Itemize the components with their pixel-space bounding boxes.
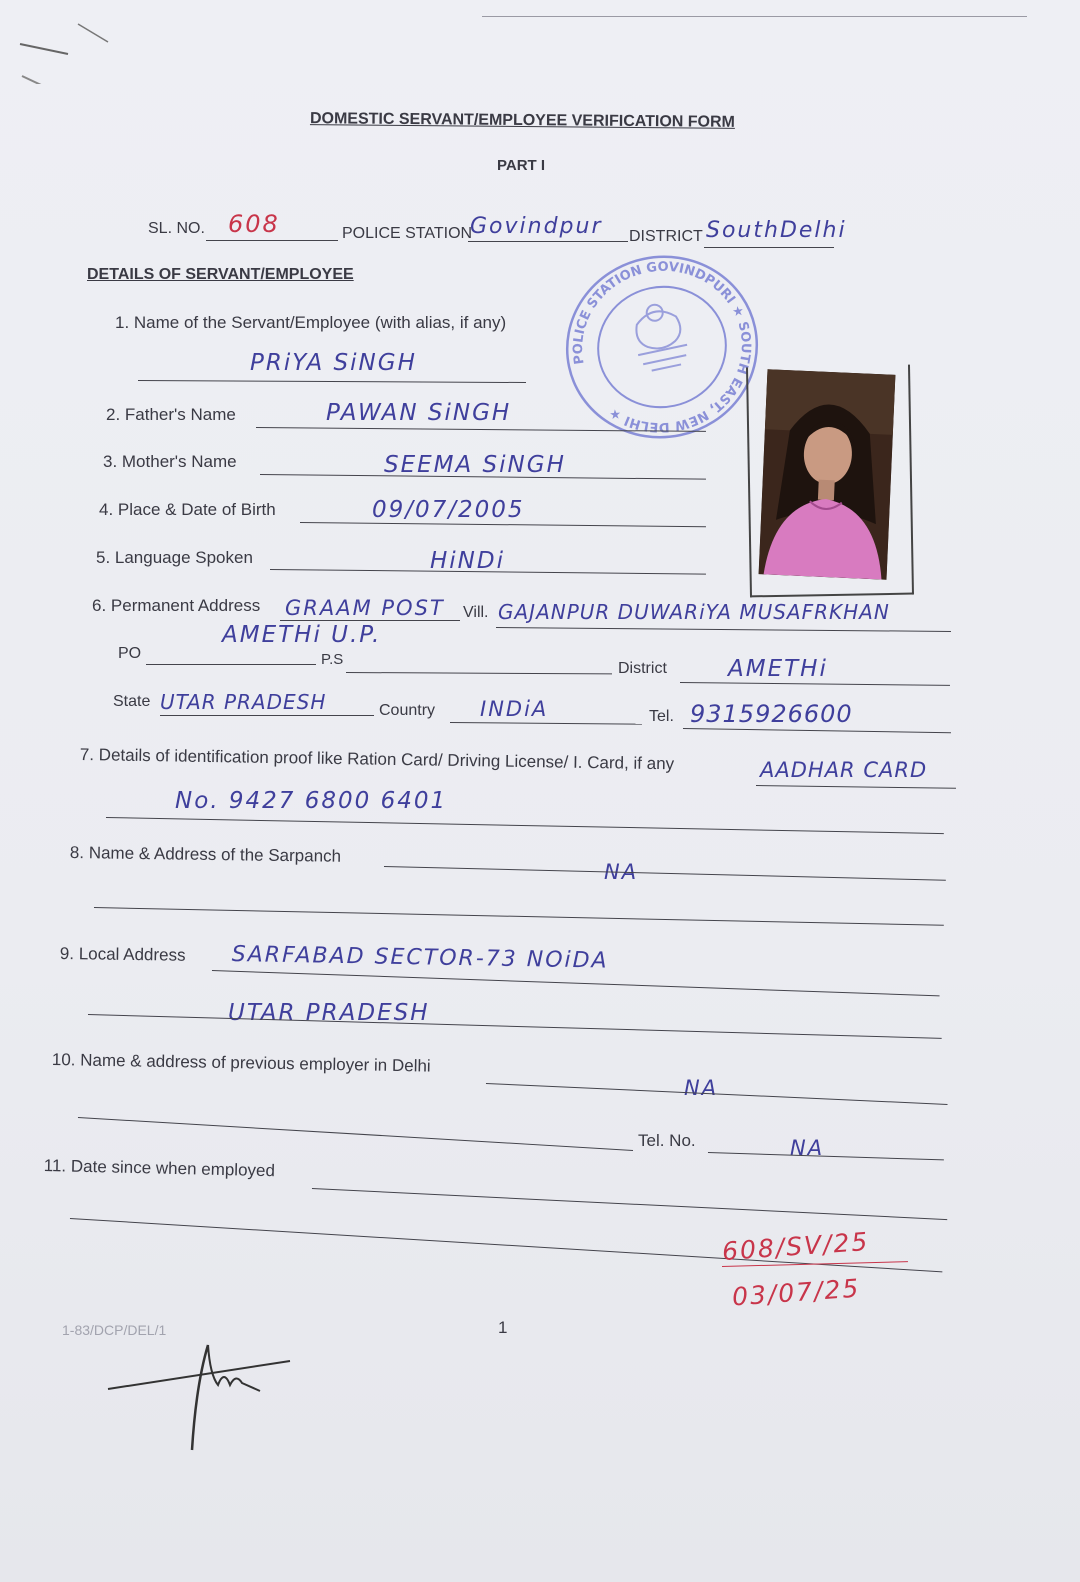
q9-line2 xyxy=(88,1014,942,1039)
state-label: State xyxy=(113,693,151,710)
tel-no-label: Tel. No. xyxy=(638,1131,696,1150)
district-field-line xyxy=(680,682,950,686)
reference-number: 608/SV/25 xyxy=(721,1226,871,1267)
police-station-line xyxy=(468,241,628,242)
district-line xyxy=(704,247,834,248)
q6-label: 6. Permanent Address xyxy=(92,596,261,615)
q2-label: 2. Father's Name xyxy=(106,405,236,424)
tel-value: 9315926600 xyxy=(690,700,853,728)
q6-line xyxy=(280,620,460,621)
q10-label: 10. Name & address of previous employer in Delhi xyxy=(51,1050,431,1076)
q1-line xyxy=(138,380,526,383)
q7-line xyxy=(756,785,956,789)
address-line2: AMETHi U.P. xyxy=(222,622,382,648)
q5-value: HiNDi xyxy=(430,548,505,574)
q9-line xyxy=(212,970,940,996)
q4-value: 09/07/2005 xyxy=(372,497,525,523)
q10-line2 xyxy=(78,1117,633,1151)
police-station-stamp xyxy=(562,250,762,445)
corner-pen-marks xyxy=(8,14,118,84)
tel-no-line xyxy=(708,1152,944,1160)
form-code: 1-83/DCP/DEL/1 xyxy=(62,1322,167,1338)
vill-value: GAJANPUR DUWARiYA MUSAFRKHAN xyxy=(498,600,890,624)
vill-line xyxy=(496,627,951,632)
q7-value2: No. 9427 6800 6401 xyxy=(175,788,448,814)
signature xyxy=(100,1325,310,1455)
q7-label: 7. Details of identification proof like Ration Card/ Driving License/ I. Card, if any xyxy=(79,745,675,774)
country-label: Country xyxy=(379,702,436,719)
ps-label: P.S xyxy=(321,651,344,668)
q6-value: GRAAM POST xyxy=(285,596,445,620)
q1-label: 1. Name of the Servant/Employee (with alias, if any) xyxy=(115,313,507,332)
employee-photo xyxy=(759,369,896,579)
state-value: UTAR PRADESH xyxy=(160,690,327,714)
tel-line xyxy=(683,728,951,733)
q9-label: 9. Local Address xyxy=(59,944,186,965)
sl-no-line xyxy=(206,240,338,241)
country-line xyxy=(450,722,642,725)
ps-line xyxy=(346,672,612,674)
section-heading: DETAILS OF SERVANT/EMPLOYEE xyxy=(87,266,354,283)
tel-no-value: NA xyxy=(790,1136,825,1160)
vill-label: Vill. xyxy=(463,604,489,621)
q11-line xyxy=(312,1188,947,1220)
q7-line2 xyxy=(106,817,944,834)
q8-value: NA xyxy=(604,860,639,884)
q3-value: SEEMA SiNGH xyxy=(384,452,566,478)
part-label: PART I xyxy=(497,157,546,174)
q8-line xyxy=(384,866,946,881)
q11-label: 11. Date since when employed xyxy=(43,1156,276,1181)
police-station-value: Govindpur xyxy=(470,214,603,239)
q7-value: AADHAR CARD xyxy=(760,758,928,782)
po-line xyxy=(146,664,316,665)
po-label: PO xyxy=(118,645,142,662)
sl-no-label: SL. NO. xyxy=(148,220,205,237)
q1-value: PRiYA SiNGH xyxy=(250,350,417,376)
police-station-label: POLICE STATION xyxy=(342,225,473,242)
district-value: SouthDelhi xyxy=(706,218,847,243)
sl-no-value: 608 xyxy=(228,210,280,238)
page-number: 1 xyxy=(498,1318,508,1337)
district-label: DISTRICT xyxy=(629,228,703,245)
district-field-value: AMETHi xyxy=(728,656,828,682)
q4-label: 4. Place & Date of Birth xyxy=(99,500,276,519)
q8-label: 8. Name & Address of the Sarpanch xyxy=(69,843,342,866)
q2-value: PAWAN SiNGH xyxy=(326,400,512,426)
tel-label: Tel. xyxy=(649,708,674,725)
q5-label: 5. Language Spoken xyxy=(96,548,253,567)
country-value: INDiA xyxy=(480,697,549,721)
q3-label: 3. Mother's Name xyxy=(103,452,237,471)
q9-value2: UTAR PRADESH xyxy=(228,1000,430,1026)
q10-value: NA xyxy=(684,1076,719,1100)
q8-line2 xyxy=(94,907,944,926)
q9-value: SARFABAD SECTOR-73 NOiDA xyxy=(231,942,609,974)
reference-date: 03/07/25 xyxy=(731,1273,862,1312)
svg-text:POLICE STATION GOVINDPURI ★ SO: POLICE STATION GOVINDPURI ★ SOUTH EAST, NEW DELHI ★ xyxy=(571,259,753,435)
district-field-label: District xyxy=(618,660,667,677)
top-rule xyxy=(482,16,1027,17)
form-title: DOMESTIC SERVANT/EMPLOYEE VERIFICATION FORM xyxy=(309,110,735,131)
state-line xyxy=(160,715,374,716)
